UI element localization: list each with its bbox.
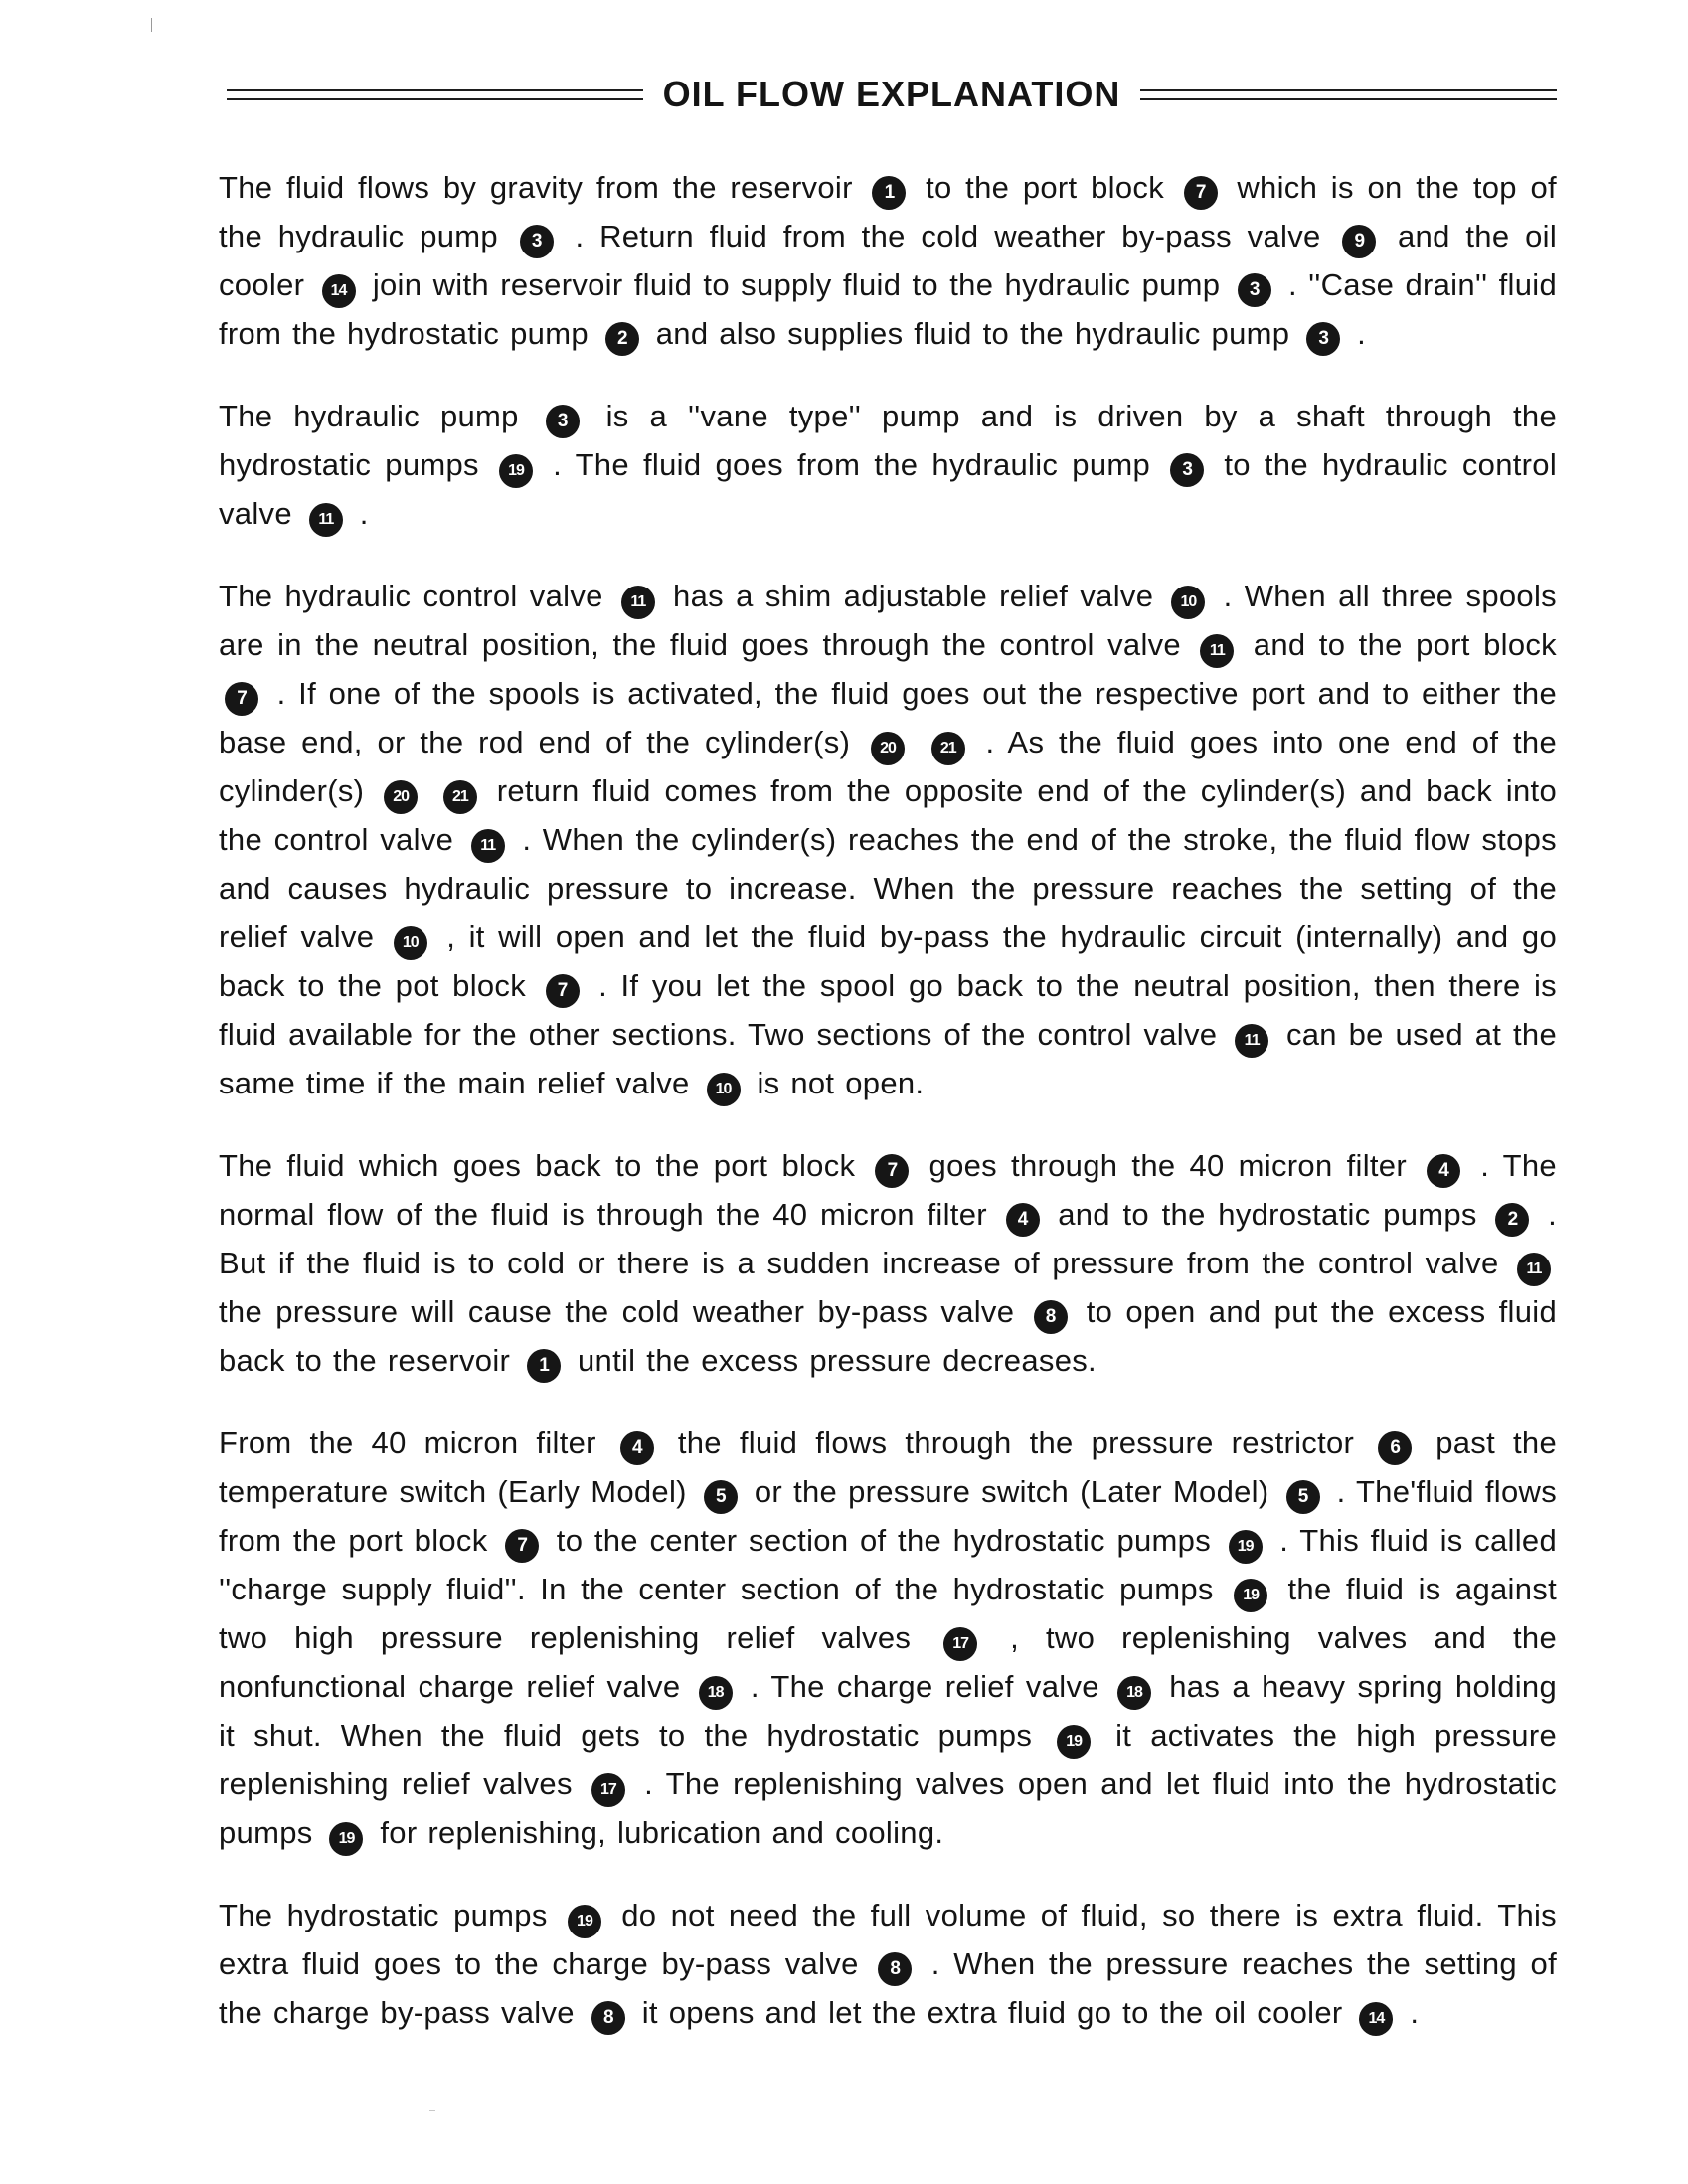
body-text: . If you let the spool go back to the neutral position, then there is fluid available for the other sections. Two sections of the control valve [219,968,1557,1052]
callout-number-badge: 11 [1517,1253,1551,1286]
callout-number-badge: 4 [1006,1203,1040,1237]
callout-number-badge: 8 [878,1952,912,1986]
callout-number-badge: 19 [1234,1579,1267,1612]
callout-number-badge: 19 [499,454,533,488]
callout-number-badge: 10 [707,1073,741,1106]
page-title: OIL FLOW EXPLANATION [662,74,1121,114]
body-text: . [1410,1995,1420,2030]
callout-number-badge: 20 [871,732,905,765]
body-text: The hydraulic control valve [219,579,603,613]
body-text: , two replenishing valves and the nonfunctional charge relief valve [219,1620,1557,1704]
callout-number-badge: 10 [394,926,427,960]
body-text: . ''Case drain'' fluid from the hydrostatic pump [219,267,1557,351]
callout-number-badge: 8 [1034,1300,1068,1334]
callout-number-badge: 3 [1170,453,1204,487]
body-text: it opens and let the extra fluid go to the oil cooler [641,1995,1343,2030]
body-text: can be used at the same time if the main relief valve [219,1017,1558,1100]
body-text: to open and put the excess fluid back to the reservoir [219,1294,1557,1378]
callout-number-badge: 7 [875,1154,909,1188]
callout-number-badge: 17 [943,1627,977,1661]
callout-number-badge: 5 [704,1480,738,1514]
body-text: and also supplies fluid to the hydraulic pump [655,316,1290,351]
body-text: and to the port block [1253,627,1557,662]
body-text: The fluid flows by gravity from the reservoir [219,170,853,205]
callout-number-badge: 2 [605,322,639,356]
callout-number-badge: 8 [591,2001,625,2035]
body-text: or the pressure switch (Later Model) [754,1474,1269,1509]
callout-number-badge: 1 [527,1349,561,1383]
body-text: . The replenishing valves open and let fluid into the hydrostatic pumps [219,1766,1558,1850]
body-text: is a ''vane type'' pump and is driven by a shaft through the hydrostatic pumps [219,399,1557,482]
body-text: , it will open and let the fluid by-pass the hydraulic circuit (internally) and go back to the pot block [219,920,1557,1003]
callout-number-badge: 19 [1057,1725,1091,1759]
body-text: return fluid comes from the opposite end of the cylinder(s) and back into the control valve [219,773,1557,857]
callout-number-badge: 21 [931,732,965,765]
paragraph-charge-bypass [219,1891,1557,2037]
callout-number-badge: 19 [1229,1530,1263,1564]
callout-number-badge: 11 [621,586,655,619]
callout-number-badge: 19 [568,1905,601,1938]
callout-number-badge: 11 [1200,634,1234,668]
section-header [227,74,1557,115]
callout-number-badge: 4 [620,1431,654,1465]
body-text: . If one of the spools is activated, the fluid goes out the respective port and to either the base end, or the rod end of the cylinder(s) [219,676,1557,759]
callout-number-badge: 3 [1238,273,1271,307]
callout-number-badge: 7 [505,1529,539,1563]
document-body [219,163,1557,2071]
body-text: the fluid is against two high pressure replenishing relief valves [219,1572,1557,1655]
body-text: to the port block [926,170,1165,205]
callout-number-badge: 17 [591,1773,625,1807]
body-text: . This fluid is called ''charge supply fluid''. In the center section of the hydrostatic pumps [219,1523,1557,1606]
callout-number-badge: 9 [1342,225,1376,258]
callout-number-badge: 7 [225,682,258,716]
paragraph-charge-supply [219,1419,1557,1857]
callout-number-badge: 3 [546,405,580,438]
paragraph-reservoir-flow [219,163,1557,358]
body-text: has a heavy spring holding it shut. When the fluid gets to the hydrostatic pumps [219,1669,1558,1753]
body-text: . The normal flow of the fluid is through the 40 micron filter [219,1148,1557,1232]
body-text: . Return fluid from the cold weather by-pass valve [575,219,1321,253]
callout-number-badge: 1 [872,176,906,210]
paragraph-control-valve [219,572,1557,1107]
body-text: The hydrostatic pumps [219,1898,548,1932]
body-text: do not need the full volume of fluid, so there is extra fluid. This extra fluid goes to the charge by-pass valve [219,1898,1557,1981]
body-text: . But if the fluid is to cold or there is a sudden increase of pressure from the control valve [219,1197,1557,1280]
callout-number-badge: 7 [1184,176,1218,210]
body-text: join with reservoir fluid to supply fluid to the hydraulic pump [372,267,1221,302]
callout-number-badge: 11 [309,503,343,537]
body-text: and the oil cooler [219,219,1558,302]
body-text: is not open. [757,1066,925,1100]
body-text: the pressure will cause the cold weather by-pass valve [219,1294,1015,1329]
body-text: for replenishing, lubrication and cooling. [380,1815,944,1850]
callout-number-badge: 3 [520,225,554,258]
header-rule-left [227,89,643,100]
body-text: the fluid flows through the pressure restrictor [677,1426,1355,1460]
body-text: to the hydraulic control valve [219,447,1558,531]
body-text: . The'fluid flows from the port block [219,1474,1558,1558]
body-text: until the excess pressure decreases. [578,1343,1097,1378]
body-text: has a shim adjustable relief valve [673,579,1154,613]
body-text: past the temperature switch (Early Model) [219,1426,1558,1509]
callout-number-badge: 2 [1495,1203,1529,1237]
callout-number-badge: 11 [471,829,505,863]
body-text: . [1357,316,1367,351]
body-text: goes through the 40 micron filter [928,1148,1407,1183]
callout-number-badge: 6 [1378,1431,1412,1465]
body-text: The hydraulic pump [219,399,519,433]
body-text: . The fluid goes from the hydraulic pump [553,447,1151,482]
body-text: it activates the high pressure replenishing relief valves [219,1718,1557,1801]
callout-number-badge: 7 [546,974,580,1008]
callout-number-badge: 4 [1427,1154,1460,1188]
body-text: The fluid which goes back to the port block [219,1148,856,1183]
paragraph-hydraulic-pump [219,392,1557,538]
callout-number-badge: 21 [443,780,477,814]
callout-number-badge: 20 [384,780,418,814]
page-edge-mark [151,18,152,32]
body-text: . When the cylinder(s) reaches the end of the stroke, the fluid flow stops and causes hydraulic pressure to increase. When the pressure reaches the setting of the relief valve [219,822,1557,954]
callout-number-badge: 11 [1235,1024,1268,1058]
callout-number-badge: 14 [322,274,356,308]
scan-speck [429,2110,435,2111]
callout-number-badge: 18 [1117,1676,1151,1710]
callout-number-badge: 14 [1359,2002,1393,2036]
callout-number-badge: 18 [699,1676,733,1710]
body-text: . When the pressure reaches the setting of the charge by-pass valve [219,1946,1557,2030]
body-text: . [359,496,369,531]
callout-number-badge: 5 [1286,1480,1320,1514]
header-rule-right [1140,89,1557,100]
callout-number-badge: 3 [1306,322,1340,356]
body-text: . When all three spools are in the neutral position, the fluid goes through the control valve [219,579,1557,662]
body-text: . As the fluid goes into one end of the cylinder(s) [219,725,1557,808]
body-text: . The charge relief valve [750,1669,1099,1704]
body-text: and to the hydrostatic pumps [1058,1197,1477,1232]
paragraph-filter-flow [219,1141,1557,1385]
callout-number-badge: 10 [1171,586,1205,619]
callout-number-badge: 19 [329,1822,363,1856]
body-text: which is on the top of the hydraulic pump [219,170,1557,253]
body-text: to the center section of the hydrostatic pumps [556,1523,1212,1558]
body-text: From the 40 micron filter [219,1426,596,1460]
